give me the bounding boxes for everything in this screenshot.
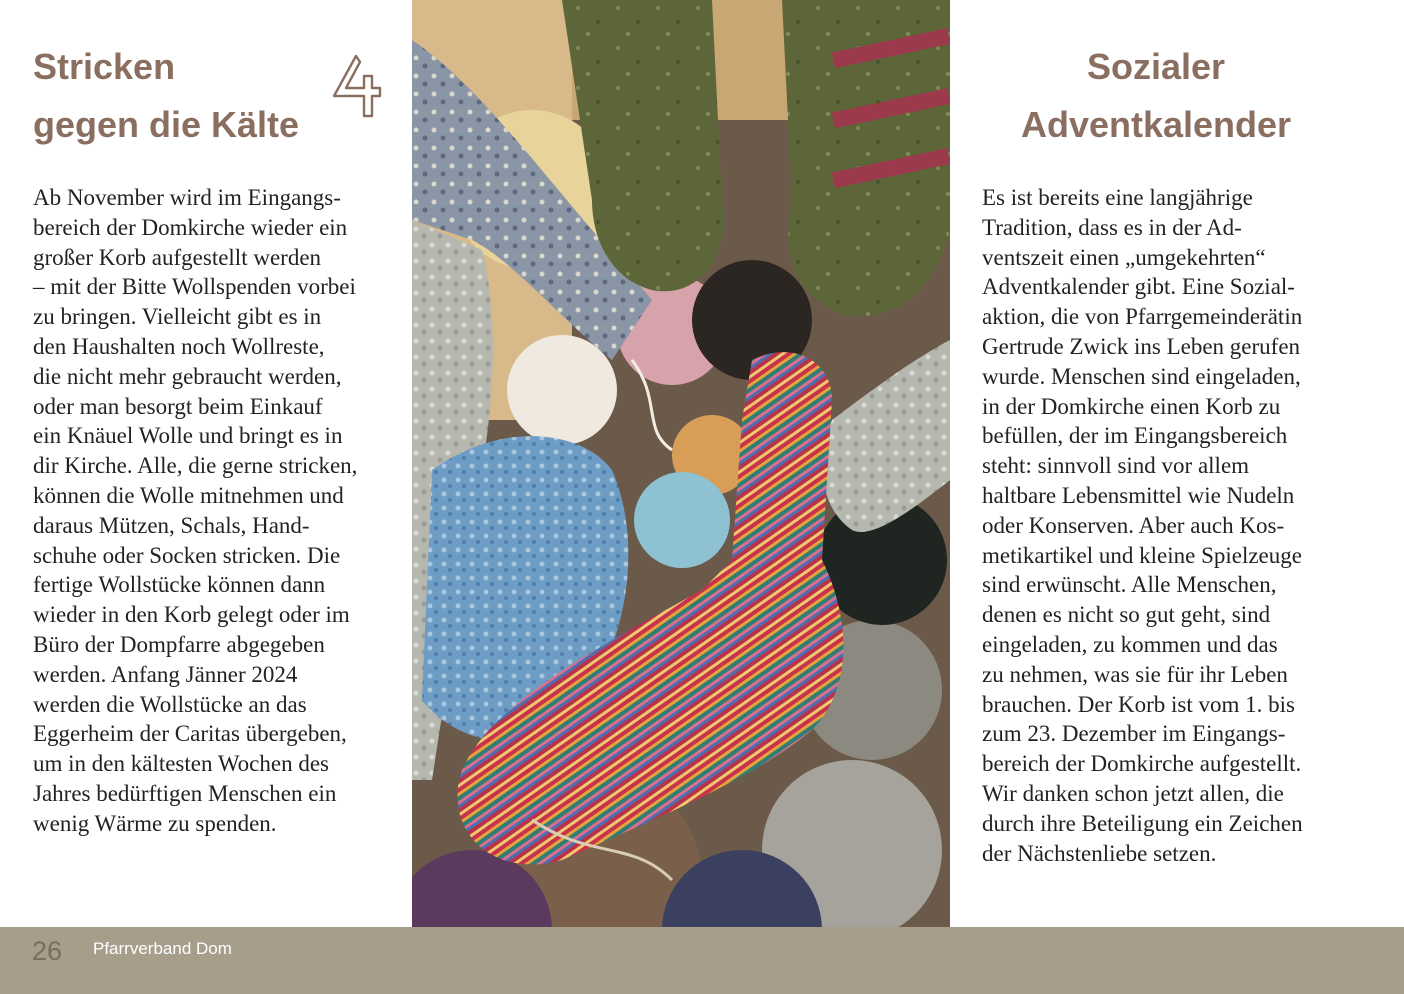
text-line: daraus Mützen, Schals, Hand- <box>33 512 310 538</box>
text-line: – mit der Bitte Wollspenden vorbei <box>33 274 356 300</box>
text-line: durch ihre Beteiligung ein Zeichen <box>982 810 1303 836</box>
text-line: Büro der Dompfarre abgegeben <box>33 631 325 657</box>
text-line: ventszeit einen „umgekehrten“ <box>982 244 1266 270</box>
text-line: bereich der Domkirche wieder ein <box>33 214 348 240</box>
text-line: Wir danken schon jetzt allen, die <box>982 780 1284 806</box>
text-line: brauchen. Der Korb ist vom 1. bis <box>982 691 1295 717</box>
section-number-four-icon <box>330 52 386 124</box>
text-line: werden. Anfang Jänner 2024 <box>33 661 298 687</box>
left-article-title <box>33 38 353 154</box>
right-title-line2: Adventkalender <box>1020 104 1292 145</box>
knitted-socks-photo <box>412 0 950 994</box>
text-line: befüllen, der im Eingangsbereich <box>982 423 1288 449</box>
text-line: wenig Wärme zu spenden. <box>33 810 277 836</box>
text-line: den Haushalten noch Wollreste, <box>33 333 325 359</box>
text-line: Jahres bedürftigen Menschen ein <box>33 780 337 806</box>
right-title-line1: Sozialer <box>1086 46 1226 87</box>
text-line: haltbare Lebensmittel wie Nudeln <box>982 482 1295 508</box>
text-line: Eggerheim der Caritas übergeben, <box>33 721 347 747</box>
text-line: zum 23. Dezember im Eingangs- <box>982 721 1286 747</box>
text-line: fertige Wollstücke können dann <box>33 572 326 598</box>
text-line: schuhe oder Socken stricken. Die <box>33 542 341 568</box>
text-line: um in den kältesten Wochen des <box>33 751 330 777</box>
text-line: bereich der Domkirche aufgestellt. <box>982 751 1302 777</box>
text-line: Tradition, dass es in der Ad- <box>982 214 1242 240</box>
text-line: ein Knäuel Wolle und bringt es in <box>33 423 343 449</box>
text-line: der Nächstenliebe setzen. <box>982 840 1217 866</box>
text-line: aktion, die von Pfarrgemeinderätin <box>982 304 1303 330</box>
text-line: großer Korb aufgestellt werden <box>33 244 322 270</box>
text-line: Es ist bereits eine langjährige <box>982 185 1253 210</box>
left-article-body <box>33 183 385 839</box>
right-article-body <box>982 183 1342 868</box>
text-line: steht: sinnvoll sind vor allem <box>982 453 1250 479</box>
text-line: werden die Wollstücke an das <box>33 691 307 717</box>
footer-band <box>0 927 1404 994</box>
page-number: 26 <box>32 936 63 966</box>
right-article-title <box>960 38 1352 154</box>
text-line: können die Wolle mitnehmen und <box>33 482 344 508</box>
text-line: dir Kirche. Alle, die gerne stricken, <box>33 453 358 479</box>
text-line: eingeladen, zu kommen und das <box>982 631 1278 657</box>
text-line: denen es nicht so gut geht, sind <box>982 602 1271 628</box>
photo-illustration <box>412 0 950 994</box>
text-line: zu bringen. Vielleicht gibt es in <box>33 304 322 330</box>
text-line: sind erwünscht. Alle Menschen, <box>982 572 1277 598</box>
text-line: zu nehmen, was sie für ihr Leben <box>982 661 1288 687</box>
text-line: Adventkalender gibt. Eine Sozial- <box>982 274 1295 300</box>
text-line: wieder in den Korb gelegt oder im <box>33 602 350 628</box>
text-line: oder man besorgt beim Einkauf <box>33 393 323 419</box>
text-line: wurde. Menschen sind eingeladen, <box>982 363 1301 389</box>
text-line: Ab November wird im Eingangs- <box>33 185 341 210</box>
text-line: oder Konserven. Aber auch Kos- <box>982 512 1285 538</box>
left-title-line2: gegen die Kälte <box>33 104 300 145</box>
text-line: in der Domkirche einen Korb zu <box>982 393 1281 419</box>
text-line: metikartikel und kleine Spielzeuge <box>982 542 1302 568</box>
text-line: Gertrude Zwick ins Leben gerufen <box>982 333 1301 359</box>
left-title-line1: Stricken <box>33 46 176 87</box>
text-line: die nicht mehr gebraucht werden, <box>33 363 342 389</box>
publication-name: Pfarrverband Dom <box>93 939 232 958</box>
